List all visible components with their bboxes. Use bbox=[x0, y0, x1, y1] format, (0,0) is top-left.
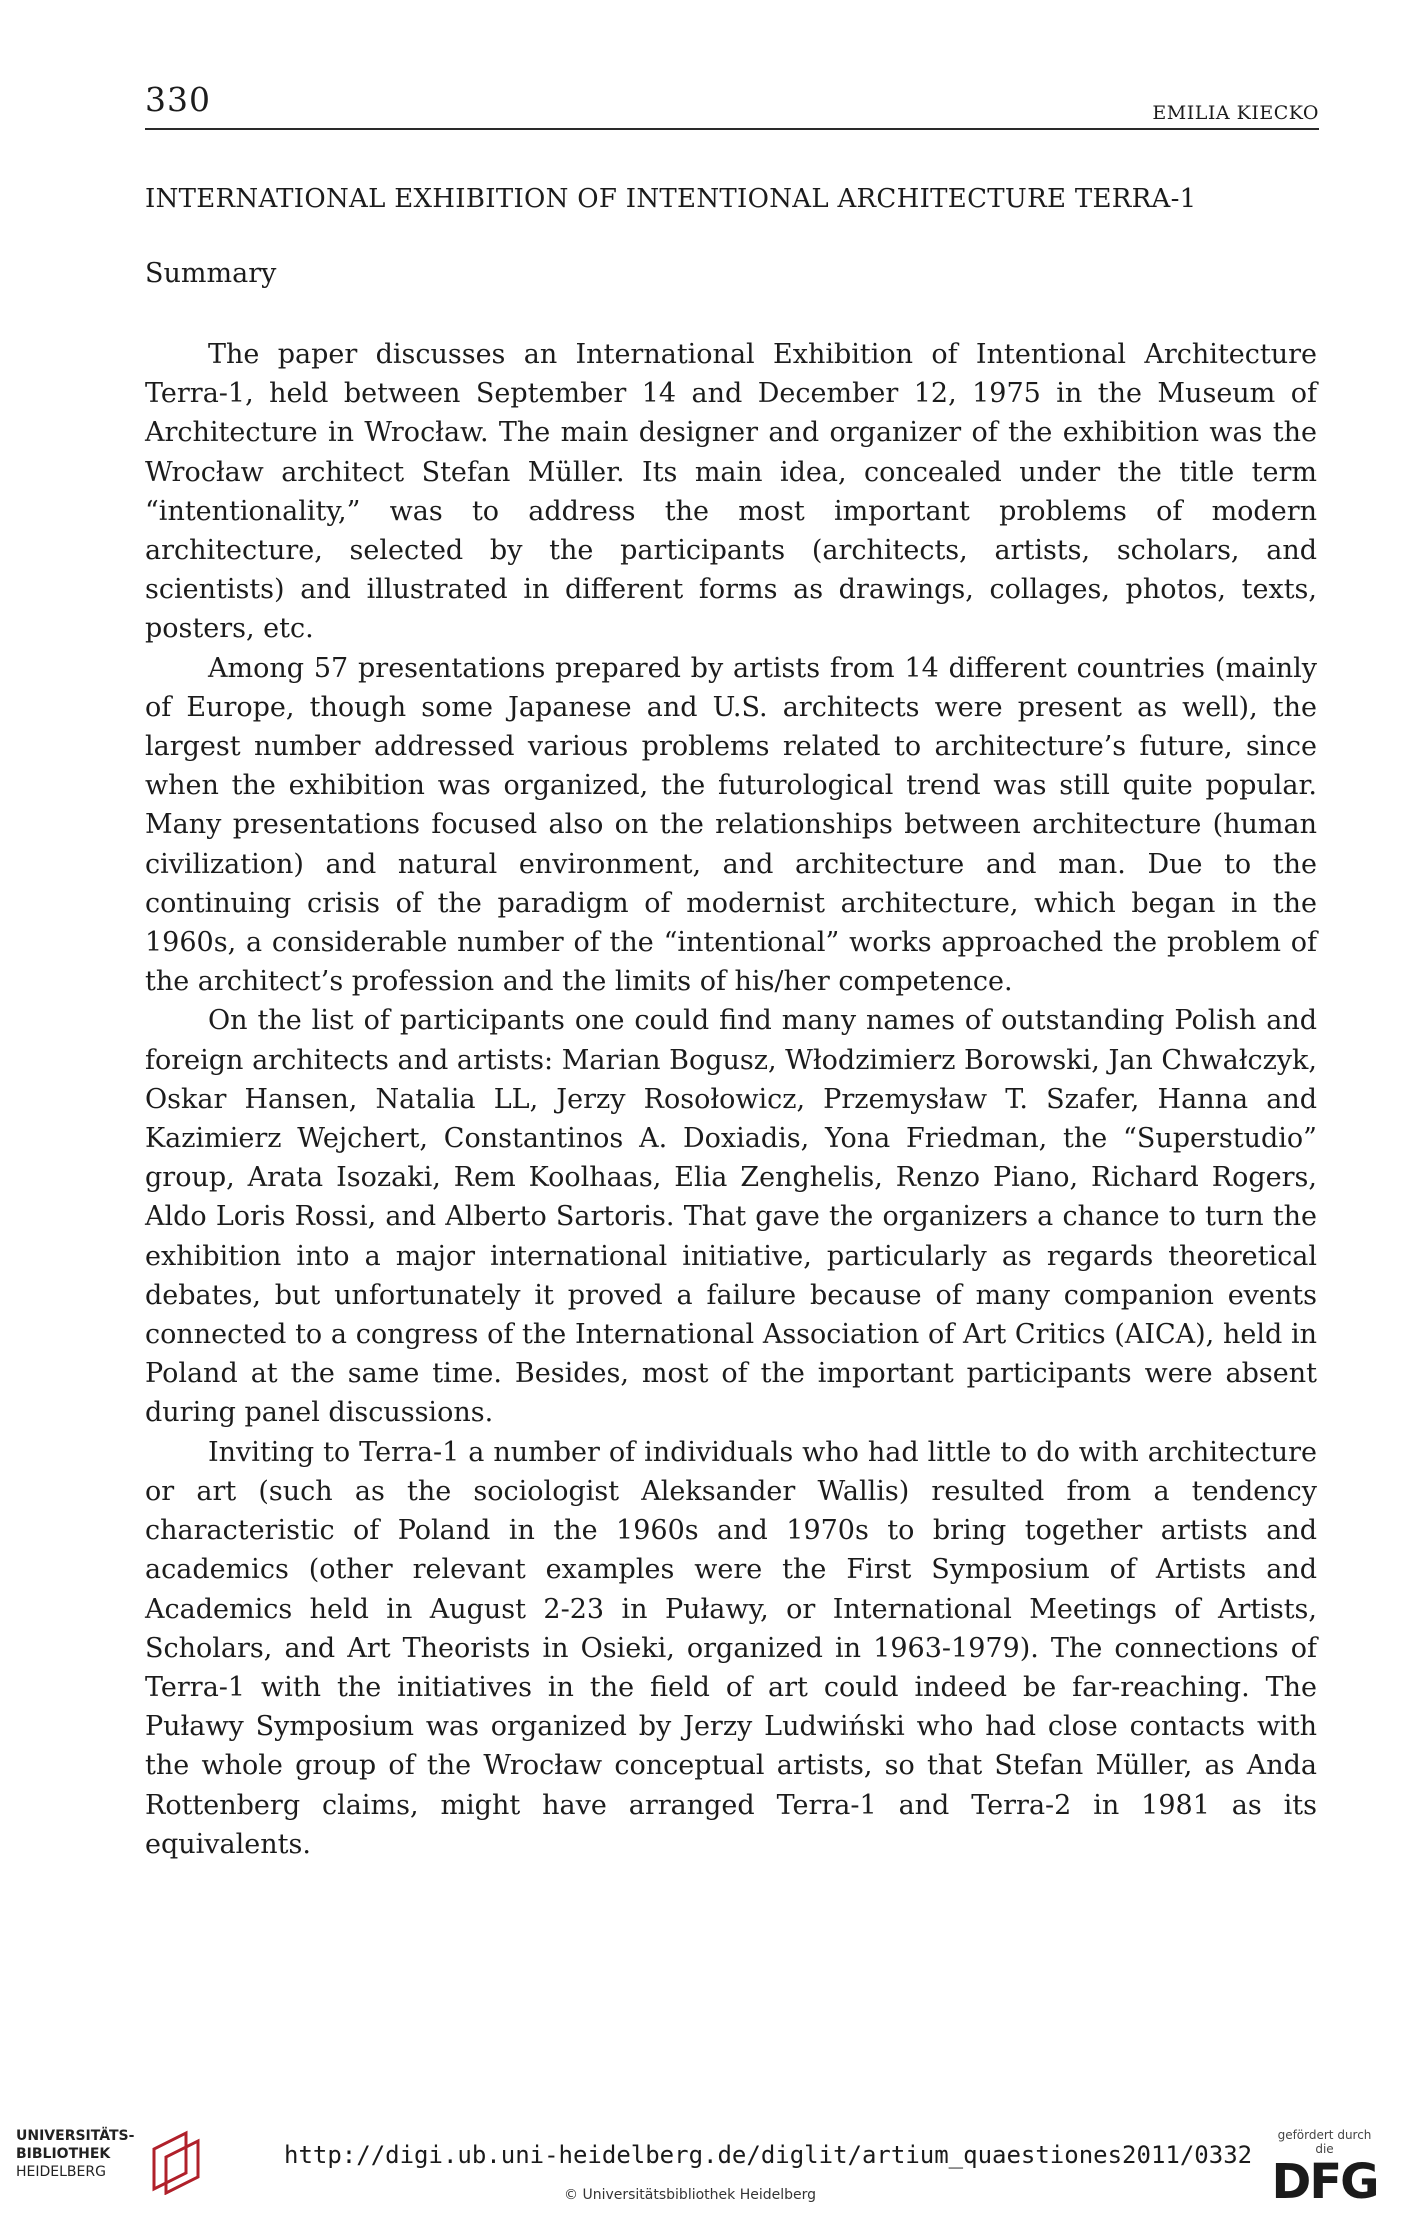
funder-logo bbox=[1267, 2128, 1382, 2208]
library-logo bbox=[16, 2127, 216, 2197]
library-line: UNIVERSITÄTS- bbox=[16, 2128, 135, 2144]
copyright-notice: © Universitätsbibliothek Heidelberg bbox=[564, 2187, 817, 2203]
header-rule bbox=[145, 128, 1319, 130]
funder-caption: gefördert durch die bbox=[1277, 2128, 1372, 2156]
funder-name: DFG bbox=[1271, 2154, 1378, 2210]
article-title: INTERNATIONAL EXHIBITION OF INTENTIONAL ARCHITECTURE TERRA-1 bbox=[145, 184, 1197, 214]
paragraph: Inviting to Terra-1 a number of individuals who had little to do with architecture or art (such as the sociologist Aleksander Wallis) resulted from a tendency characteristic of Poland in the 1960s and 1970s to bring together artists and academics (other relevant examples were the First Symposium of Artists and Academics held in August 2-23 in Puławy, or International Meetings of Artists, Scholars, and Art Theorists in Osieki, organized in 1963-1979). The connections of Terra-1 with the initiatives in the field of art could indeed be far-reaching. The Puławy Symposium was organized by Jerzy Ludwiński who had close contacts with the whole group of the Wrocław conceptual artists, so that Stefan Müller, as Anda Rottenberg claims, might have arranged Terra-1 and Terra-2 in 1981 as its equivalents. bbox=[145, 1436, 1317, 1860]
library-line: HEIDELBERG bbox=[16, 2164, 106, 2180]
running-head: EMILIA KIECKO bbox=[1152, 102, 1319, 124]
page-number: 330 bbox=[145, 80, 211, 119]
summary-heading: Summary bbox=[145, 258, 277, 289]
paragraph: The paper discusses an International Exhibition of Intentional Architecture Terra-1, held between September 14 and December 12, 1975 in the Museum of Architecture in Wrocław. The main designer and organizer of the exhibition was the Wrocław architect Stefan Müller. Its main idea, concealed under the title term “intentionality,” was to address the most important problems of modern architecture, selected by the participants (architects, artists, scholars, and scientists) and illustrated in different forms as drawings, collages, photos, texts, posters, etc. bbox=[145, 339, 1317, 645]
paragraph: Among 57 presentations prepared by artists from 14 different countries (mainly of Europe, though some Japanese and U.S. architects were present as well), the largest number addressed various problems related to architecture’s future, since when the exhibition was organized, the futurological trend was still quite popular. Many presentations focused also on the relationships between architecture (human civilization) and natural environment, and architecture and man. Due to the continuing crisis of the paradigm of modernist architecture, which began in the 1960s, a considerable number of the “intentional” works approached the problem of the architect’s profession and the limits of his/her competence. bbox=[145, 652, 1317, 998]
library-line: BIBLIOTHEK bbox=[16, 2146, 111, 2162]
article-body bbox=[145, 335, 1317, 1864]
source-url-link[interactable]: http://digi.ub.uni-heidelberg.de/diglit/artium_quaestiones2011/0332 bbox=[284, 2141, 1253, 2169]
library-name bbox=[16, 2127, 134, 2181]
paragraph: On the list of participants one could find many names of outstanding Polish and foreign architects and artists: Marian Bogusz, Włodzimierz Borowski, Jan Chwałczyk, Oskar Hansen, Natalia LL, Jerzy Rosołowicz, Przemysław T. Szafer, Hanna and Kazimierz Wejchert, Constantinos A. Doxiadis, Yona Friedman, the “Superstudio” group, Arata Isozaki, Rem Koolhaas, Elia Zenghelis, Renzo Piano, Richard Rogers, Aldo Loris Rossi, and Alberto Sartoris. That gave the organizers a chance to turn the exhibition into a major international initiative, particularly as regards theoretical debates, but unfortunately it proved a failure because of many companion events connected to a congress of the International Association of Art Critics (AICA), held in Poland at the same time. Besides, most of the important participants were absent during panel discussions. bbox=[145, 1005, 1317, 1429]
library-mark-icon bbox=[146, 2127, 211, 2195]
